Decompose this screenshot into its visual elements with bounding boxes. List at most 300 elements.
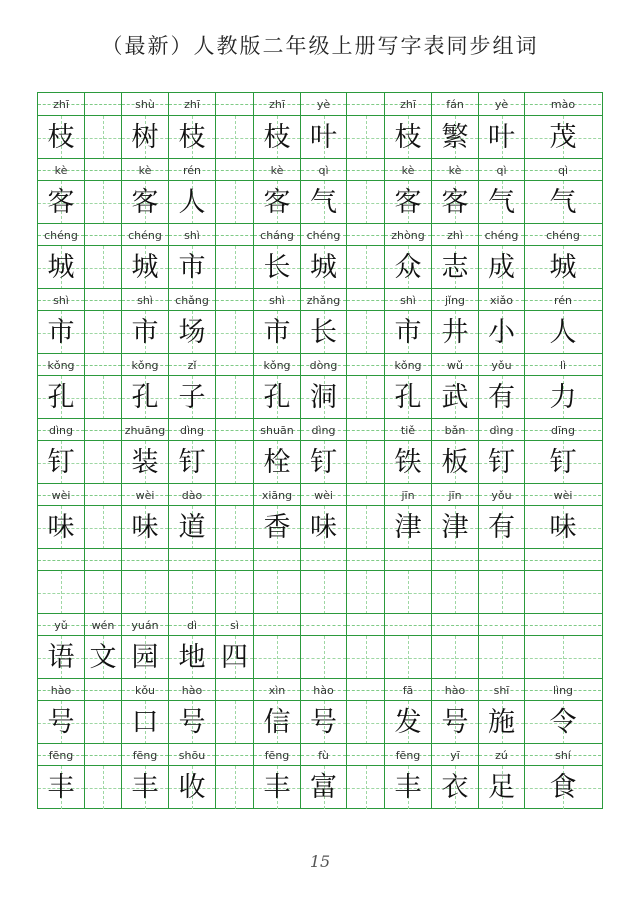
pinyin-cell [85, 679, 122, 701]
hanzi-character: 客 [47, 187, 75, 218]
pinyin-text: kè [54, 163, 68, 177]
hanzi-cell [85, 766, 122, 809]
pinyin-cell [479, 679, 525, 701]
hanzi-character: 有 [488, 382, 515, 413]
pinyin-text: yè [316, 97, 331, 111]
hanzi-cell [432, 571, 479, 614]
hanzi-cell [85, 116, 122, 159]
pinyin-text: fán [446, 97, 464, 111]
pinyin-cell [38, 159, 85, 181]
pinyin-cell [347, 289, 385, 311]
hanzi-character: 号 [47, 707, 75, 738]
pinyin-cell [525, 419, 601, 441]
pinyin-text: shí [555, 748, 571, 762]
pinyin-cell [385, 744, 432, 766]
hanzi-cell [254, 506, 301, 549]
pinyin-row [38, 158, 602, 180]
pinyin-cell [301, 354, 347, 376]
hanzi-row [38, 570, 602, 613]
hanzi-character: 富 [310, 772, 337, 803]
pinyin-cell [479, 614, 525, 636]
hanzi-character: 小 [488, 317, 515, 348]
hanzi-character: 味 [310, 512, 337, 543]
hanzi-cell [85, 506, 122, 549]
hanzi-cell [432, 376, 479, 419]
pinyin-text: tiě [400, 423, 416, 437]
pinyin-text: kè [448, 163, 462, 177]
pinyin-cell [216, 744, 254, 766]
hanzi-cell [479, 636, 525, 679]
pinyin-cell [525, 93, 601, 115]
hanzi-cell [216, 246, 254, 289]
pinyin-cell [85, 93, 122, 115]
hanzi-cell [38, 571, 85, 614]
hanzi-cell [385, 701, 432, 744]
hanzi-cell [169, 311, 216, 354]
hanzi-cell [38, 636, 85, 679]
pinyin-text: fēng [132, 748, 158, 762]
pinyin-cell [122, 419, 169, 441]
pinyin-cell [122, 289, 169, 311]
hanzi-cell [169, 116, 216, 159]
hanzi-character: 客 [394, 187, 422, 218]
hanzi-cell [254, 376, 301, 419]
hanzi-character: 枝 [263, 122, 291, 153]
hanzi-character: 市 [178, 252, 206, 283]
hanzi-character: 钉 [310, 447, 337, 478]
pinyin-cell [385, 419, 432, 441]
hanzi-character: 枝 [394, 122, 422, 153]
pinyin-cell [301, 679, 347, 701]
pinyin-text: chéng [484, 228, 519, 242]
pinyin-cell [432, 159, 479, 181]
pinyin-text: fā [402, 683, 414, 697]
hanzi-cell [479, 441, 525, 484]
pinyin-cell [122, 159, 169, 181]
hanzi-character: 客 [131, 187, 159, 218]
pinyin-text: shī [493, 683, 510, 697]
pinyin-cell [85, 549, 122, 571]
hanzi-character: 食 [549, 772, 577, 803]
hanzi-cell [169, 636, 216, 679]
hanzi-cell [122, 441, 169, 484]
pinyin-text: zǐ [187, 358, 197, 372]
hanzi-character: 城 [549, 252, 577, 283]
hanzi-character: 味 [47, 512, 75, 543]
hanzi-cell [385, 571, 432, 614]
pinyin-cell [85, 289, 122, 311]
hanzi-cell [525, 181, 601, 224]
hanzi-cell [479, 701, 525, 744]
hanzi-cell [216, 376, 254, 419]
pinyin-cell [432, 679, 479, 701]
pinyin-cell [216, 354, 254, 376]
pinyin-text: hào [313, 683, 334, 697]
hanzi-cell [432, 506, 479, 549]
hanzi-character: 钉 [47, 447, 75, 478]
pinyin-row [38, 353, 602, 375]
hanzi-character: 栓 [263, 447, 291, 478]
pinyin-cell [254, 744, 301, 766]
hanzi-character: 口 [131, 707, 159, 738]
hanzi-cell [479, 571, 525, 614]
hanzi-character: 味 [131, 512, 159, 543]
pinyin-text: xiǎo [489, 293, 514, 307]
hanzi-cell [122, 701, 169, 744]
hanzi-character: 市 [47, 317, 75, 348]
hanzi-cell [169, 246, 216, 289]
hanzi-cell [301, 766, 347, 809]
hanzi-cell [525, 376, 601, 419]
hanzi-cell [254, 571, 301, 614]
hanzi-cell [525, 766, 601, 809]
hanzi-character: 众 [394, 252, 422, 283]
hanzi-cell [122, 766, 169, 809]
hanzi-row [38, 505, 602, 548]
hanzi-cell [432, 701, 479, 744]
pinyin-cell [385, 614, 432, 636]
pinyin-cell [525, 159, 601, 181]
pinyin-row [38, 418, 602, 440]
hanzi-character: 发 [394, 707, 422, 738]
hanzi-cell [122, 376, 169, 419]
hanzi-cell [122, 181, 169, 224]
hanzi-character: 长 [263, 252, 291, 283]
hanzi-character: 施 [488, 707, 515, 738]
hanzi-cell [479, 766, 525, 809]
hanzi-cell [38, 181, 85, 224]
pinyin-text: fēng [264, 748, 290, 762]
pinyin-text: xìn [268, 683, 286, 697]
hanzi-cell [38, 376, 85, 419]
pinyin-text: dìng [489, 423, 514, 437]
hanzi-cell [347, 311, 385, 354]
hanzi-character: 树 [131, 122, 159, 153]
pinyin-text: yuán [131, 618, 159, 632]
hanzi-character: 茂 [549, 122, 577, 153]
hanzi-cell [525, 311, 601, 354]
pinyin-cell [479, 159, 525, 181]
hanzi-cell [347, 116, 385, 159]
pinyin-cell [385, 549, 432, 571]
pinyin-cell [216, 159, 254, 181]
pinyin-text: bǎn [444, 423, 466, 437]
pinyin-cell [301, 159, 347, 181]
hanzi-cell [432, 181, 479, 224]
hanzi-cell [85, 376, 122, 419]
hanzi-cell [216, 116, 254, 159]
pinyin-cell [122, 484, 169, 506]
pinyin-cell [432, 354, 479, 376]
pinyin-cell [85, 354, 122, 376]
hanzi-character: 场 [178, 317, 206, 348]
hanzi-cell [169, 506, 216, 549]
pinyin-cell [479, 93, 525, 115]
pinyin-cell [347, 419, 385, 441]
hanzi-cell [432, 766, 479, 809]
hanzi-cell [525, 246, 601, 289]
hanzi-character: 衣 [441, 772, 469, 803]
hanzi-character: 板 [441, 447, 469, 478]
hanzi-cell [301, 311, 347, 354]
hanzi-cell [38, 701, 85, 744]
pinyin-cell [122, 614, 169, 636]
pinyin-cell [216, 224, 254, 246]
pinyin-cell [169, 224, 216, 246]
pinyin-text: qì [557, 163, 569, 177]
hanzi-character: 叶 [488, 122, 515, 153]
hanzi-cell [301, 506, 347, 549]
pinyin-text: kè [270, 163, 284, 177]
hanzi-cell [169, 181, 216, 224]
hanzi-character: 孔 [47, 382, 75, 413]
pinyin-cell [254, 224, 301, 246]
pinyin-cell [347, 679, 385, 701]
pinyin-cell [254, 484, 301, 506]
pinyin-cell [216, 93, 254, 115]
pinyin-cell [254, 354, 301, 376]
pinyin-cell [85, 614, 122, 636]
pinyin-text: shōu [178, 748, 206, 762]
hanzi-cell [525, 571, 601, 614]
hanzi-character: 枝 [47, 122, 75, 153]
pinyin-cell [169, 549, 216, 571]
pinyin-text: xiāng [261, 488, 293, 502]
hanzi-cell [216, 181, 254, 224]
pinyin-cell [525, 289, 601, 311]
hanzi-character: 香 [263, 512, 291, 543]
pinyin-text: lì [559, 358, 567, 372]
hanzi-row [38, 115, 602, 158]
pinyin-cell [216, 549, 254, 571]
pinyin-cell [301, 93, 347, 115]
pinyin-cell [347, 484, 385, 506]
hanzi-character: 号 [178, 707, 206, 738]
pinyin-text: yǒu [491, 358, 512, 372]
pinyin-cell [385, 224, 432, 246]
pinyin-text: wèi [553, 488, 573, 502]
pinyin-cell [385, 679, 432, 701]
hanzi-cell [38, 506, 85, 549]
pinyin-cell [216, 679, 254, 701]
pinyin-cell [38, 224, 85, 246]
pinyin-text: dào [181, 488, 203, 502]
hanzi-cell [385, 116, 432, 159]
hanzi-cell [169, 441, 216, 484]
pinyin-text: kǒu [134, 683, 156, 697]
hanzi-cell [254, 246, 301, 289]
hanzi-cell [38, 766, 85, 809]
hanzi-cell [301, 571, 347, 614]
hanzi-cell [169, 701, 216, 744]
hanzi-character: 津 [441, 512, 469, 543]
hanzi-cell [347, 246, 385, 289]
hanzi-character: 令 [549, 707, 577, 738]
hanzi-cell [385, 181, 432, 224]
pinyin-text: yǒu [491, 488, 512, 502]
pinyin-text: shì [137, 293, 153, 307]
pinyin-text: qì [318, 163, 329, 177]
hanzi-cell [254, 766, 301, 809]
pinyin-cell [347, 549, 385, 571]
hanzi-character: 足 [488, 772, 515, 803]
hanzi-cell [38, 116, 85, 159]
pinyin-text: kǒng [263, 358, 291, 372]
hanzi-cell [301, 376, 347, 419]
pinyin-cell [216, 289, 254, 311]
hanzi-cell [479, 181, 525, 224]
pinyin-text: jǐng [444, 293, 466, 307]
pinyin-cell [122, 224, 169, 246]
pinyin-cell [122, 93, 169, 115]
hanzi-cell [347, 636, 385, 679]
pinyin-cell [347, 159, 385, 181]
pinyin-text: fēng [395, 748, 421, 762]
pinyin-text: wén [91, 618, 115, 632]
hanzi-cell [301, 701, 347, 744]
hanzi-character: 道 [178, 512, 206, 543]
hanzi-cell [347, 701, 385, 744]
pinyin-text: kè [401, 163, 415, 177]
pinyin-cell [525, 744, 601, 766]
hanzi-cell [347, 181, 385, 224]
hanzi-character: 孔 [394, 382, 422, 413]
pinyin-text: shì [53, 293, 69, 307]
hanzi-character: 钉 [178, 447, 206, 478]
hanzi-cell [216, 766, 254, 809]
hanzi-cell [432, 441, 479, 484]
hanzi-cell [254, 441, 301, 484]
hanzi-character: 文 [89, 642, 117, 673]
pinyin-text: sì [230, 618, 239, 632]
pinyin-cell [85, 419, 122, 441]
pinyin-text: hào [181, 683, 203, 697]
pinyin-text: wǔ [447, 358, 463, 372]
pinyin-cell [301, 484, 347, 506]
page-number: 15 [309, 852, 331, 871]
pinyin-text: zhī [400, 97, 416, 111]
pinyin-cell [385, 289, 432, 311]
pinyin-cell [85, 744, 122, 766]
hanzi-cell [525, 636, 601, 679]
pinyin-cell [254, 679, 301, 701]
hanzi-cell [122, 636, 169, 679]
hanzi-character: 成 [488, 252, 515, 283]
pinyin-text: dì [186, 618, 198, 632]
pinyin-cell [38, 419, 85, 441]
pinyin-cell [301, 289, 347, 311]
pinyin-cell [122, 549, 169, 571]
pinyin-cell [479, 744, 525, 766]
hanzi-character: 叶 [310, 122, 337, 153]
pinyin-text: cháng [260, 228, 294, 242]
hanzi-character: 丰 [131, 772, 159, 803]
pinyin-cell [122, 354, 169, 376]
hanzi-cell [216, 311, 254, 354]
hanzi-character: 洞 [310, 382, 337, 413]
pinyin-cell [347, 224, 385, 246]
pinyin-text: fù [318, 748, 329, 762]
hanzi-character: 园 [131, 642, 159, 673]
hanzi-cell [169, 376, 216, 419]
pinyin-cell [432, 549, 479, 571]
hanzi-cell [385, 506, 432, 549]
hanzi-character: 人 [178, 187, 206, 218]
hanzi-character: 号 [441, 707, 469, 738]
pinyin-text: dìng [180, 423, 204, 437]
pinyin-text: wèi [314, 488, 333, 502]
pinyin-cell [479, 419, 525, 441]
pinyin-cell [347, 93, 385, 115]
hanzi-cell [479, 376, 525, 419]
pinyin-text: zhuāng [124, 423, 166, 437]
pinyin-row [38, 288, 602, 310]
pinyin-row [38, 613, 602, 635]
hanzi-character: 孔 [131, 382, 159, 413]
pinyin-cell [301, 224, 347, 246]
pinyin-text: shì [184, 228, 200, 242]
pinyin-text: hào [444, 683, 466, 697]
pinyin-text: kǒng [47, 358, 75, 372]
pinyin-text: zú [495, 748, 508, 762]
pinyin-cell [169, 93, 216, 115]
hanzi-character: 城 [47, 252, 75, 283]
pinyin-text: dìng [49, 423, 73, 437]
hanzi-cell [479, 116, 525, 159]
hanzi-cell [432, 311, 479, 354]
hanzi-character: 城 [310, 252, 337, 283]
pinyin-text: qì [496, 163, 507, 177]
hanzi-character: 客 [263, 187, 291, 218]
pinyin-cell [301, 614, 347, 636]
hanzi-character: 有 [488, 512, 515, 543]
pinyin-text: chéng [306, 228, 341, 242]
hanzi-character: 钉 [488, 447, 515, 478]
hanzi-cell [301, 246, 347, 289]
pinyin-cell [479, 354, 525, 376]
hanzi-row [38, 245, 602, 288]
pinyin-cell [254, 93, 301, 115]
pinyin-cell [347, 744, 385, 766]
hanzi-cell [347, 506, 385, 549]
hanzi-cell [85, 571, 122, 614]
pinyin-text: shì [269, 293, 285, 307]
pinyin-cell [525, 484, 601, 506]
pinyin-cell [301, 549, 347, 571]
hanzi-cell [85, 181, 122, 224]
hanzi-character: 气 [310, 187, 337, 218]
pinyin-cell [432, 224, 479, 246]
pinyin-cell [432, 484, 479, 506]
hanzi-character: 钉 [549, 447, 577, 478]
hanzi-character: 市 [263, 317, 291, 348]
hanzi-cell [479, 506, 525, 549]
pinyin-cell [216, 419, 254, 441]
hanzi-cell [347, 571, 385, 614]
hanzi-cell [385, 636, 432, 679]
hanzi-character: 气 [488, 187, 515, 218]
hanzi-cell [38, 311, 85, 354]
pinyin-cell [85, 224, 122, 246]
hanzi-row [38, 440, 602, 483]
pinyin-cell [254, 614, 301, 636]
hanzi-cell [479, 311, 525, 354]
hanzi-cell [122, 506, 169, 549]
hanzi-cell [38, 441, 85, 484]
pinyin-text: shì [400, 293, 416, 307]
pinyin-cell [347, 614, 385, 636]
pinyin-text: kǒng [131, 358, 159, 372]
